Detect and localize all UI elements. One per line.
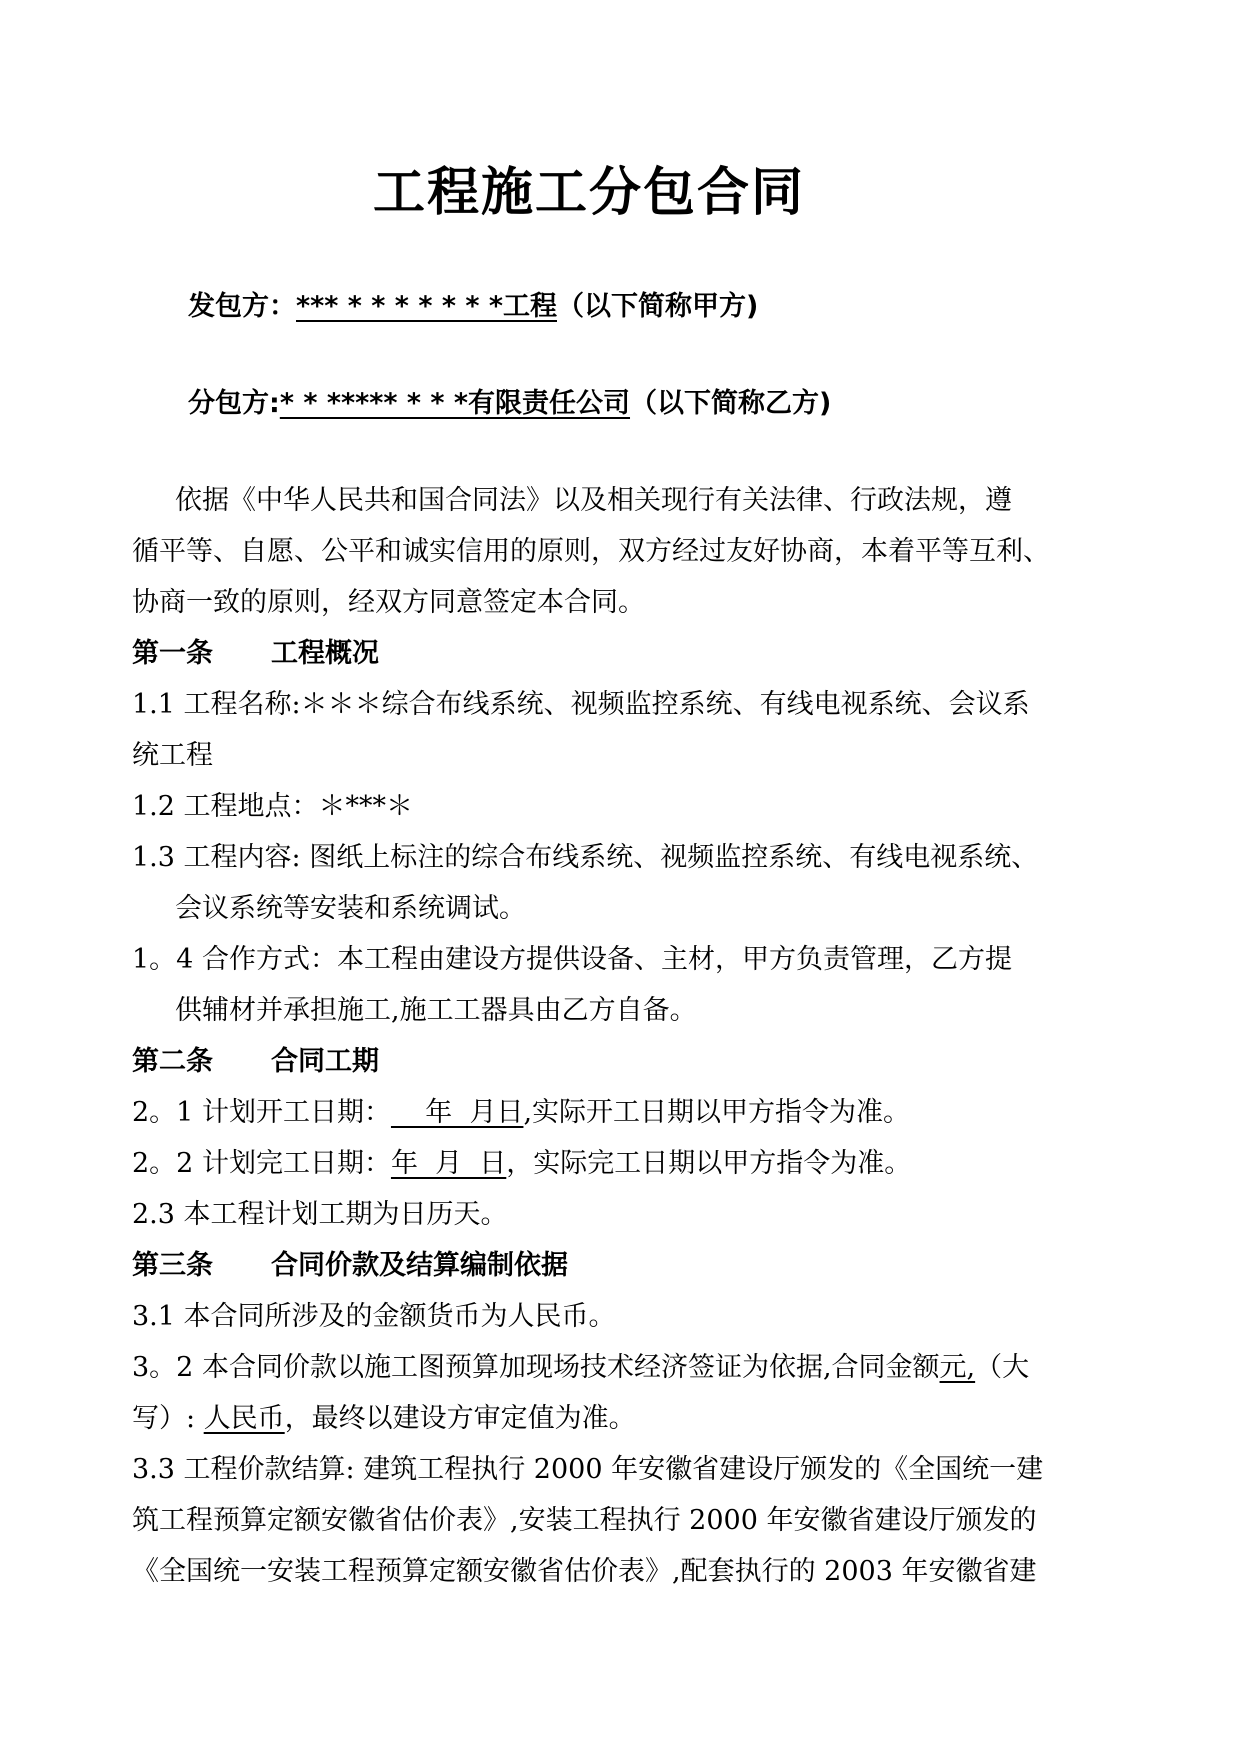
article-2-line-2 [132, 1141, 911, 1180]
article-2-line-3: 2.3 本工程计划工期为日历天。 [132, 1199, 508, 1230]
article-3-number: 第三条 [132, 1250, 213, 1281]
article-2-heading [132, 1039, 379, 1078]
article-3-title: 合同价款及结算编制依据 [271, 1250, 568, 1281]
start-date-label: 2。1 计划开工日期： [132, 1097, 391, 1128]
article-3-heading [132, 1243, 568, 1282]
article-3-line-4: 3.3 工程价款结算: 建筑工程执行 2000 年安徽省建设厅颁发的《全国统一建 [132, 1454, 1044, 1485]
article-2-line-1 [132, 1090, 910, 1129]
article-1-number: 第一条 [132, 638, 213, 669]
article-1-line: 1.1 工程名称:＊＊＊综合布线系统、视频监控系统、有线电视系统、会议系 [132, 689, 1030, 720]
article-1-title: 工程概况 [271, 638, 379, 669]
party-b-name: * * ***** * * *有限责任公司 [279, 388, 631, 419]
party-b [188, 381, 831, 420]
party-b-label: 分包方: [188, 388, 280, 419]
end-date-label: 2。2 计划完工日期： [132, 1148, 391, 1179]
party-a-name: *** * * * * * * *工程 [296, 291, 557, 322]
article-3-line-3 [132, 1396, 636, 1435]
article-1-line: 会议系统等安装和系统调试。 [175, 893, 526, 924]
capital-note: ，最终以建设方审定值为准。 [284, 1403, 636, 1434]
article-1-line: 1.2 工程地点：＊***＊ [132, 791, 414, 822]
article-1-line: 统工程 [132, 740, 213, 771]
party-a-note: （以下简称甲方) [557, 291, 759, 322]
article-3-line-6: 《全国统一安装工程预算定额安徽省估价表》,配套执行的 2003 年安徽省建 [132, 1556, 1037, 1587]
intro-line-3: 协商一致的原则，经双方同意签定本合同。 [132, 587, 645, 618]
contract-amount-text: 3。2 本合同价款以施工图预算加现场技术经济签证为依据,合同金额 [132, 1352, 940, 1383]
page-title: 工程施工分包合同 [372, 163, 805, 223]
article-3-line-1: 3.1 本合同所涉及的金额货币为人民币。 [132, 1301, 616, 1332]
article-1-line: 1。4 合作方式：本工程由建设方提供设备、主材，甲方负责管理，乙方提 [132, 944, 1012, 975]
article-2-number: 第二条 [132, 1046, 213, 1077]
party-b-note: （以下简称乙方) [630, 388, 832, 419]
capital-label: 写）: [132, 1403, 204, 1434]
article-3-line-5: 筑工程预算定额安徽省估价表》,安装工程执行 2000 年安徽省建设厅颁发的 [132, 1505, 1037, 1536]
article-1-heading [132, 631, 379, 670]
end-date-value: 年 月 日 [390, 1148, 507, 1179]
start-date-value: 年 月日 [390, 1097, 524, 1128]
party-a-label: 发包方： [188, 291, 296, 322]
article-2-title: 合同工期 [271, 1046, 379, 1077]
intro-line-2: 循平等、自愿、公平和诚实信用的原则，双方经过友好协商，本着平等互利、 [132, 536, 1050, 567]
article-1-line: 1.3 工程内容: 图纸上标注的综合布线系统、视频监控系统、有线电视系统、 [132, 842, 1039, 873]
article-3-line-2 [132, 1345, 1029, 1384]
start-date-note: ,实际开工日期以甲方指令为准。 [523, 1097, 911, 1128]
contract-amount-upper: （大 [975, 1352, 1030, 1383]
capital-currency: 人民币 [203, 1403, 285, 1434]
article-1-line: 供辅材并承担施工,施工工器具由乙方自备。 [175, 995, 697, 1026]
intro-line-1: 依据《中华人民共和国合同法》以及相关现行有关法律、行政法规，遵 [175, 485, 1012, 516]
party-a [188, 284, 758, 323]
contract-amount-unit: 元, [939, 1352, 976, 1383]
end-date-note: ，实际完工日期以甲方指令为准。 [506, 1148, 912, 1179]
